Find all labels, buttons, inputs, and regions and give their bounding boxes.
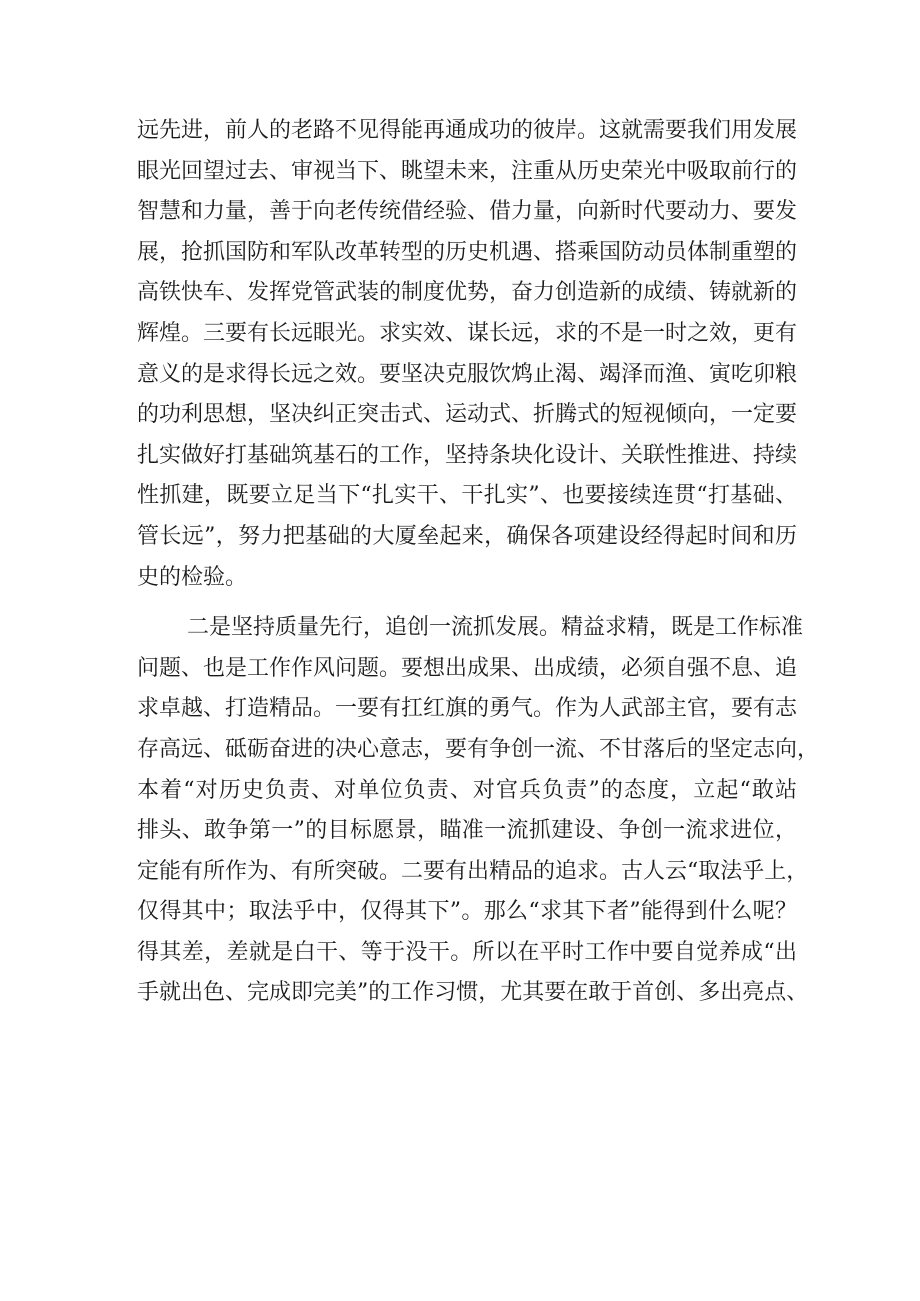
text-line: 眼光回望过去、审视当下、眺望未来，注重从历史荣光中吸取前行的 bbox=[137, 158, 798, 184]
text-line: 问题、也是工作作风问题。要想出成果、出成绩，必须自强不息、追 bbox=[137, 655, 798, 681]
text-line: 定能有所作为、有所突破。二要有出精品的追求。古人云“取法乎上， bbox=[137, 858, 809, 884]
text-line: 史的检验。 bbox=[137, 564, 248, 590]
document-body bbox=[137, 111, 820, 1014]
text-line: 存高远、砥砺奋进的决心意志，要有争创一流、不甘落后的坚定志向， bbox=[137, 736, 820, 762]
text-line: 远先进，前人的老路不见得能再通成功的彼岸。这就需要我们用发展 bbox=[137, 118, 798, 143]
text-line: 扎实做好打基础筑基石的工作，坚持条块化设计、关联性推进、持续 bbox=[137, 442, 798, 468]
text-line: 二是坚持质量先行，追创一流抓发展。精益求精，既是工作标准 bbox=[187, 615, 804, 641]
text-line: 的功利思想，坚决纠正突击式、运动式、折腾式的短视倾向，一定要 bbox=[137, 402, 798, 428]
text-line: 展，抢抓国防和军队改革转型的历史机遇、搭乘国防动员体制重塑的 bbox=[137, 239, 798, 265]
text-line: 手就出色、完成即完美”的工作习惯，尤其要在敢于首创、多出亮点、 bbox=[137, 980, 809, 1006]
text-line: 意义的是求得长远之效。要坚决克服饮鸩止渴、竭泽而渔、寅吃卯粮 bbox=[137, 361, 798, 387]
text-line: 仅得其中；取法乎中，仅得其下”。那么“求其下者”能得到什么呢？ bbox=[137, 899, 797, 925]
text-line: 本着“对历史负责、对单位负责、对官兵负责”的态度，立起“敢站 bbox=[137, 777, 797, 803]
text-line: 高铁快车、发挥党管武装的制度优势，奋力创造新的成绩、铸就新的 bbox=[137, 280, 798, 306]
text-line: 得其差，差就是白干、等于没干。所以在平时工作中要自觉养成“出 bbox=[137, 939, 797, 965]
paragraph-2 bbox=[137, 608, 820, 1014]
text-line: 辉煌。三要有长远眼光。求实效、谋长远，求的不是一时之效，更有 bbox=[137, 320, 798, 346]
paragraph-gap bbox=[137, 598, 797, 608]
text-line: 求卓越、打造精品。一要有扛红旗的勇气。作为人武部主官，要有志 bbox=[137, 696, 798, 722]
paragraph-1 bbox=[137, 111, 797, 598]
text-line: 性抓建，既要立足当下“扎实干、干扎实”、也要接续连贯“打基础、 bbox=[137, 483, 797, 509]
text-line: 排头、敢争第一”的目标愿景，瞄准一流抓建设、争创一流求进位， bbox=[137, 818, 797, 844]
text-line: 管长远”，努力把基础的大厦垒起来，确保各项建设经得起时间和历 bbox=[137, 523, 797, 549]
text-line: 智慧和力量，善于向老传统借经验、借力量，向新时代要动力、要发 bbox=[137, 199, 798, 225]
